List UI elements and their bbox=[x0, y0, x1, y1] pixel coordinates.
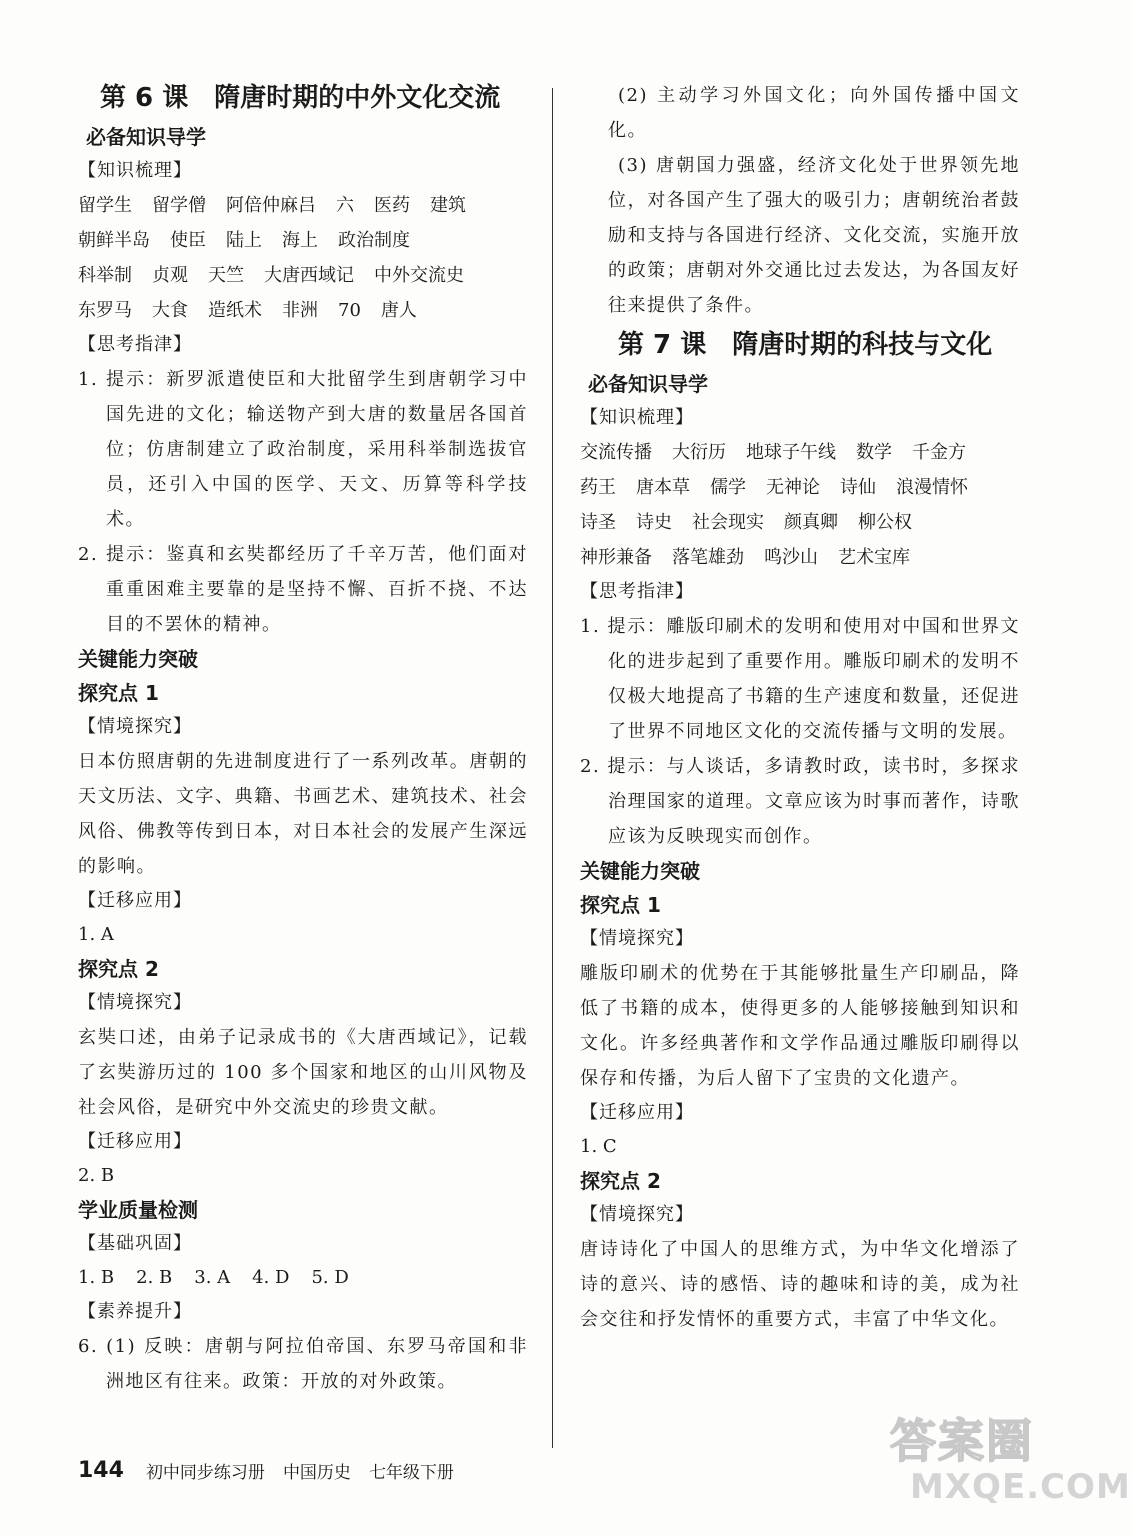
keyword: 政治制度 bbox=[338, 230, 410, 251]
keyword: 鸣沙山 bbox=[764, 547, 818, 568]
section-key-ability: 关键能力突破 bbox=[78, 647, 198, 671]
knowledge-review-label: 【知识梳理】 bbox=[580, 407, 694, 428]
scenario-text-2: 唐诗诗化了中国人的思维方式，为中华文化增添了诗的意兴、诗的感悟、诗的趣味和诗的美，成为社会交往和抒发情怀的重要方式，丰富了中华文化。 bbox=[580, 1239, 1020, 1330]
left-column bbox=[78, 78, 528, 1399]
explore-point-2: 探究点 2 bbox=[580, 1169, 661, 1193]
watermark-logo bbox=[880, 1395, 1131, 1525]
keyword: 留学僧 bbox=[152, 195, 206, 216]
page-number: 144 bbox=[78, 1457, 124, 1483]
keyword: 浪漫情怀 bbox=[896, 477, 968, 498]
think-answer-1: 1. 提示：新罗派遣使臣和大批留学生到唐朝学习中国先进的文化；输送物产到大唐的数量居各国首位；仿唐制建立了政治制度，采用科举制选拔官员，还引入中国的医学、天文、历算等科学技术。 bbox=[78, 369, 528, 530]
book-name: 初中同步练习册 bbox=[145, 1462, 265, 1483]
improve-label: 【素养提升】 bbox=[78, 1301, 192, 1322]
explore-point-1: 探究点 1 bbox=[580, 893, 661, 917]
keyword: 唐人 bbox=[380, 300, 417, 321]
keyword: 落笔雄劲 bbox=[672, 547, 744, 568]
answer-1: 1. C bbox=[580, 1136, 617, 1157]
keyword: 大衍历 bbox=[672, 442, 726, 463]
keyword: 非洲 bbox=[282, 300, 318, 321]
keyword: 诗史 bbox=[636, 512, 672, 533]
keyword-list bbox=[580, 435, 1020, 575]
think-answer-2: 2. 提示：与人谈话，多请教时政，读书时，多探求治理国家的道理。文章应该为时事而著作，诗歌应该为反映现实而创作。 bbox=[580, 756, 1020, 847]
knowledge-review-label: 【知识梳理】 bbox=[78, 160, 192, 181]
column-divider bbox=[552, 88, 553, 1448]
transfer-apply-label: 【迁移应用】 bbox=[78, 890, 192, 911]
answer-item: 2. B bbox=[136, 1267, 173, 1288]
transfer-apply-label: 【迁移应用】 bbox=[78, 1131, 192, 1152]
scenario-label: 【情境探究】 bbox=[580, 928, 694, 949]
explore-point-1: 探究点 1 bbox=[78, 681, 159, 705]
scenario-text-1: 日本仿照唐朝的先进制度进行了一系列改革。唐朝的天文历法、文字、典籍、书画艺术、建筑技术、社会风俗、佛教等传到日本，对日本社会的发展产生深远的影响。 bbox=[78, 751, 528, 877]
section-knowledge-guide: 必备知识导学 bbox=[86, 125, 206, 149]
keyword: 千金方 bbox=[912, 442, 966, 463]
answer-item: 1. B bbox=[78, 1267, 115, 1288]
keyword: 艺术宝库 bbox=[838, 547, 910, 568]
keyword: 贞观 bbox=[152, 265, 188, 286]
keyword-row bbox=[78, 223, 528, 258]
keyword: 朝鲜半岛 bbox=[78, 230, 150, 251]
keyword: 交流传播 bbox=[580, 442, 652, 463]
keyword: 唐本草 bbox=[636, 477, 690, 498]
section-quality-check: 学业质量检测 bbox=[78, 1198, 198, 1222]
answer-item: 5. D bbox=[311, 1267, 349, 1288]
explore-point-2: 探究点 2 bbox=[78, 957, 159, 981]
grade-name: 七年级下册 bbox=[368, 1462, 454, 1483]
lesson-6-title: 第 6 课 隋唐时期的中外文化交流 bbox=[100, 83, 501, 113]
answer-item: 3. A bbox=[194, 1267, 231, 1288]
answer-1: 1. A bbox=[78, 924, 114, 945]
keyword: 医药 bbox=[374, 195, 410, 216]
keyword: 中外交流史 bbox=[374, 265, 464, 286]
section-key-ability: 关键能力突破 bbox=[580, 859, 700, 883]
keyword: 无神论 bbox=[766, 477, 820, 498]
keyword: 诗圣 bbox=[580, 512, 616, 533]
section-knowledge-guide: 必备知识导学 bbox=[588, 372, 708, 396]
think-answer-2: 2. 提示：鉴真和玄奘都经历了千辛万苦，他们面对重重困难主要靠的是坚持不懈、百折不挠、不达目的不罢休的精神。 bbox=[78, 544, 528, 635]
q6-part2: (2) 主动学习外国文化；向外国传播中国文化。 bbox=[608, 85, 1020, 141]
keyword: 儒学 bbox=[710, 477, 746, 498]
keyword: 诗仙 bbox=[840, 477, 876, 498]
keyword: 大食 bbox=[152, 300, 188, 321]
keyword: 地球子午线 bbox=[746, 442, 836, 463]
keyword: 留学生 bbox=[78, 195, 132, 216]
subject-name: 中国历史 bbox=[282, 1462, 351, 1483]
keyword: 柳公权 bbox=[858, 512, 912, 533]
keyword: 使臣 bbox=[170, 230, 206, 251]
right-column bbox=[580, 78, 1020, 1337]
keyword: 东罗马 bbox=[78, 300, 132, 321]
scenario-label: 【情境探究】 bbox=[78, 992, 192, 1013]
keyword-row bbox=[580, 505, 1020, 540]
keyword-row bbox=[580, 540, 1020, 575]
keyword: 科举制 bbox=[78, 265, 132, 286]
keyword: 天竺 bbox=[208, 265, 244, 286]
keyword: 阿倍仲麻吕 bbox=[226, 195, 316, 216]
answer-item: 4. D bbox=[252, 1267, 290, 1288]
page-footer bbox=[78, 1450, 472, 1490]
lesson-7-title: 第 7 课 隋唐时期的科技与文化 bbox=[618, 330, 993, 360]
keyword-row bbox=[78, 258, 528, 293]
keyword: 陆上 bbox=[226, 230, 262, 251]
q6-part1: 6. (1) 反映：唐朝与阿拉伯帝国、东罗马帝国和非洲地区有往来。政策：开放的对外政策。 bbox=[78, 1336, 528, 1392]
basic-label: 【基础巩固】 bbox=[78, 1233, 192, 1254]
think-guide-label: 【思考指津】 bbox=[78, 334, 192, 355]
scenario-text-2: 玄奘口述，由弟子记录成书的《大唐西域记》，记载了玄奘游历过的 100 多个国家和地区的山川风物及社会风俗，是研究中外交流史的珍贵文献。 bbox=[78, 1027, 528, 1118]
keyword: 社会现实 bbox=[692, 512, 764, 533]
keyword-row bbox=[580, 470, 1020, 505]
keyword-list bbox=[78, 188, 528, 328]
basic-answers bbox=[78, 1261, 528, 1295]
keyword-row bbox=[78, 293, 528, 328]
transfer-apply-label: 【迁移应用】 bbox=[580, 1102, 694, 1123]
keyword-row bbox=[580, 435, 1020, 470]
keyword: 颜真卿 bbox=[784, 512, 838, 533]
keyword: 六 bbox=[336, 195, 354, 216]
answer-2: 2. B bbox=[78, 1165, 115, 1186]
think-answer-1: 1. 提示：雕版印刷术的发明和使用对中国和世界文化的进步起到了重要作用。雕版印刷术的发明不仅极大地提高了书籍的生产速度和数量，还促进了世界不同地区文化的交流传播与文明的发展。 bbox=[580, 616, 1020, 742]
scenario-label: 【情境探究】 bbox=[78, 716, 192, 737]
watermark-text: 答案圈 bbox=[890, 1414, 1034, 1468]
keyword: 造纸术 bbox=[208, 300, 262, 321]
keyword: 神形兼备 bbox=[580, 547, 652, 568]
q6-part3: (3) 唐朝国力强盛，经济文化处于世界领先地位，对各国产生了强大的吸引力；唐朝统治者鼓励和支持与各国进行经济、文化交流，实施开放的政策；唐朝对外交通比过去发达，为各国友好往来提供了条件。 bbox=[608, 155, 1020, 316]
scenario-text-1: 雕版印刷术的优势在于其能够批量生产印刷品，降低了书籍的成本，使得更多的人能够接触到知识和文化。许多经典著作和文学作品通过雕版印刷得以保存和传播，为后人留下了宝贵的文化遗产。 bbox=[580, 963, 1020, 1089]
watermark-domain: MXQE.COM bbox=[910, 1467, 1131, 1507]
keyword: 数学 bbox=[856, 442, 892, 463]
think-guide-label: 【思考指津】 bbox=[580, 581, 694, 602]
keyword: 建筑 bbox=[430, 195, 466, 216]
keyword: 大唐西域记 bbox=[264, 265, 354, 286]
keyword: 70 bbox=[338, 300, 361, 321]
keyword: 海上 bbox=[282, 230, 318, 251]
scenario-label: 【情境探究】 bbox=[580, 1204, 694, 1225]
keyword-row bbox=[78, 188, 528, 223]
keyword: 药王 bbox=[580, 477, 616, 498]
